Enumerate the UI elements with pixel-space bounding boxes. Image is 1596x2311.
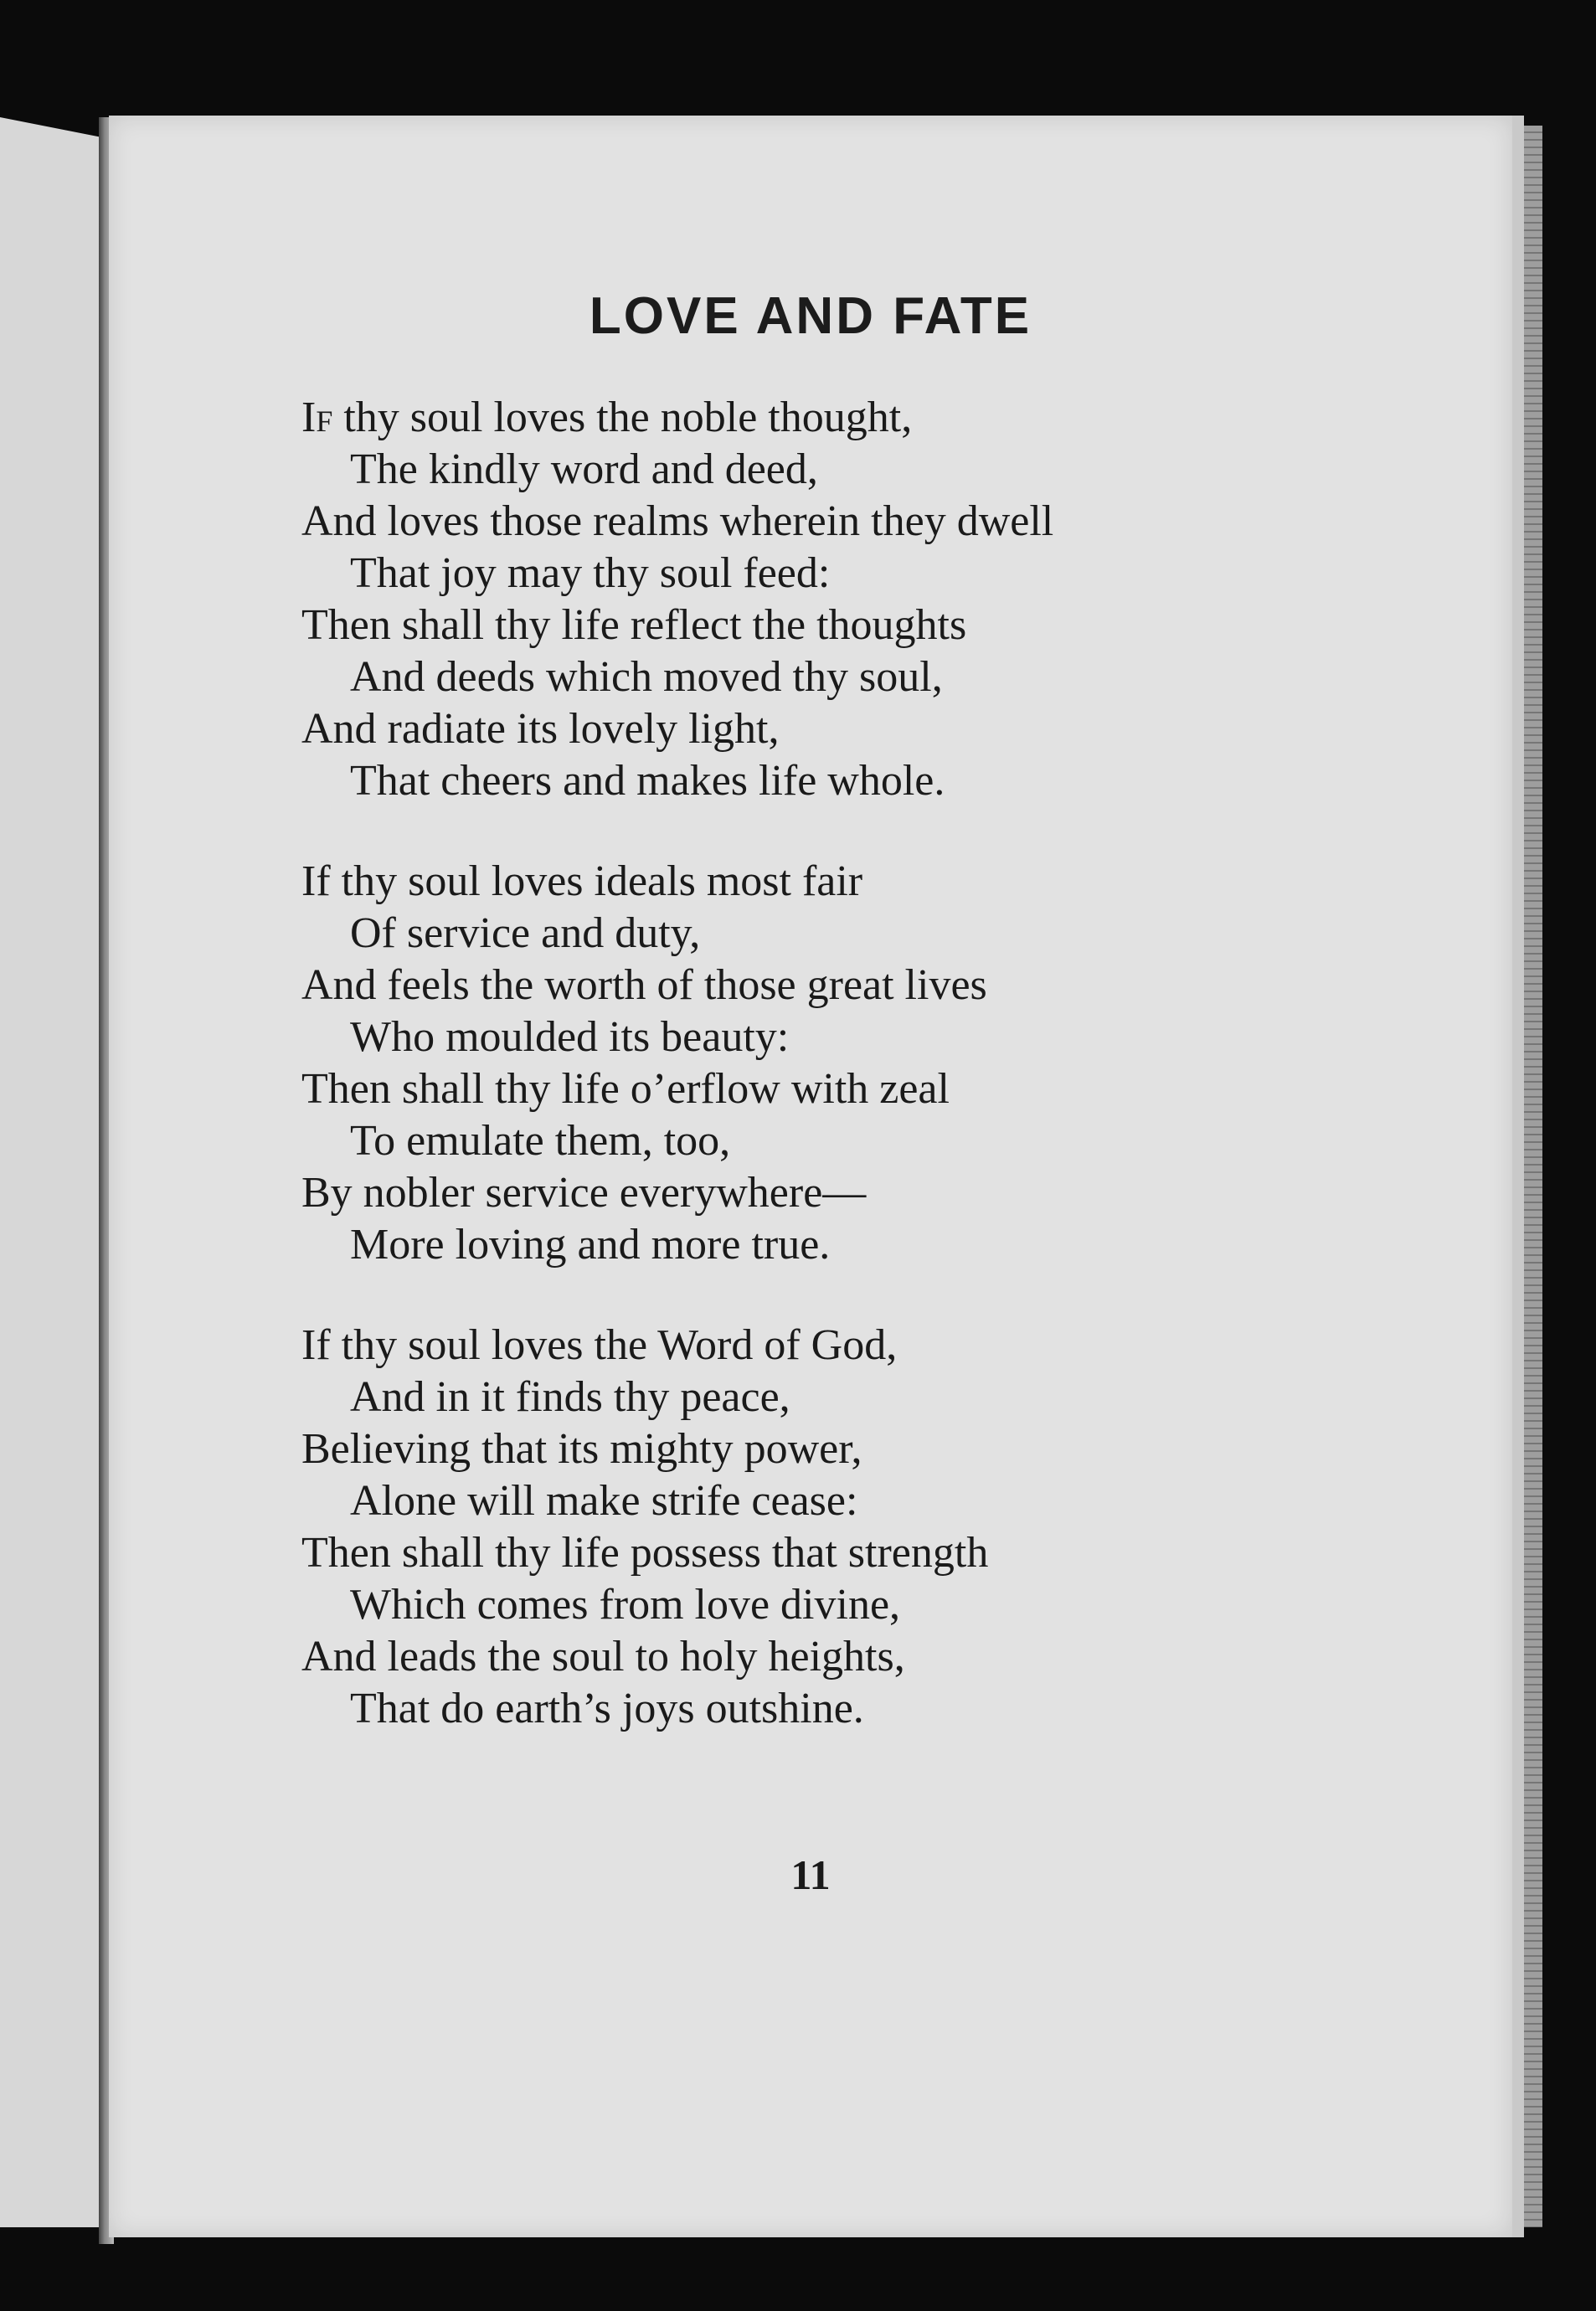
poem-line: That do earth’s joys outshine. [350, 1685, 864, 1732]
poem-line: That cheers and makes life whole. [350, 757, 945, 805]
poem-line: Believing that its mighty power, [301, 1425, 862, 1473]
stanza-3 [301, 1320, 1390, 1735]
poem-line: Then shall thy life reflect the thoughts [301, 601, 967, 649]
poem-line: More loving and more true. [350, 1221, 831, 1269]
line-rest: thy soul loves the noble thought, [332, 394, 913, 441]
poem-line: Of service and duty, [350, 909, 701, 957]
poem-line: Who moulded its beauty: [350, 1013, 790, 1061]
poem-line: And radiate its lovely light, [301, 705, 780, 753]
poem-title: LOVE AND FATE [589, 287, 1032, 345]
poem-line: Alone will make strife cease: [350, 1477, 858, 1525]
poem-line: That joy may thy soul feed: [350, 549, 831, 597]
stanza-1 [301, 392, 1390, 807]
poem-body [301, 392, 1390, 1783]
left-page-edge [0, 117, 107, 2227]
poem-line: Which comes from love divine, [350, 1581, 901, 1629]
poem-line: And deeds which moved thy soul, [350, 653, 943, 701]
poem-line: And leads the soul to holy heights, [301, 1633, 905, 1680]
poem-line: If thy soul loves the Word of God, [301, 1321, 898, 1369]
poem-line: By nobler service everywhere— [301, 1169, 867, 1217]
poem-line: The kindly word and deed, [350, 445, 818, 493]
poem-line: And in it finds thy peace, [350, 1373, 790, 1421]
poem-line: Then shall thy life o’erflow with zeal [301, 1065, 950, 1113]
poem-line: If thy soul loves ideals most fair [301, 857, 863, 905]
poem-line: Then shall thy life possess that strength [301, 1529, 989, 1577]
poem-line [301, 392, 1390, 444]
book-page [109, 116, 1524, 2237]
page-number: 11 [790, 1851, 831, 1898]
poem-line: To emulate them, too, [350, 1117, 731, 1165]
drop-word: If [301, 394, 333, 441]
stanza-2 [301, 856, 1390, 1271]
poem-line: And feels the worth of those great lives [301, 961, 987, 1009]
poem-line: And loves those realms wherein they dwell [301, 497, 1054, 545]
